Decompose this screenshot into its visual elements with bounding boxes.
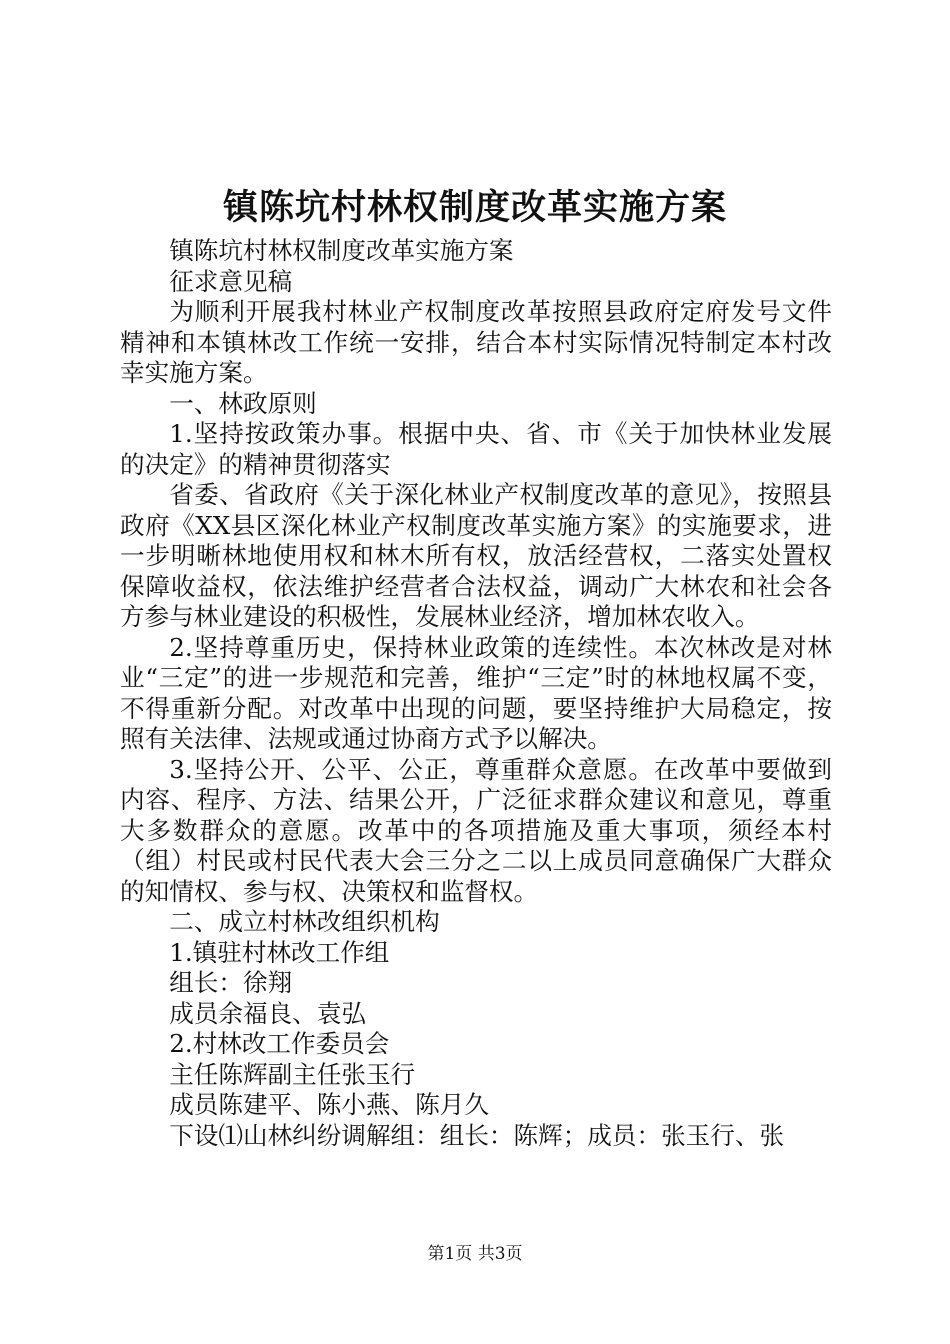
section-heading: 一、林政原则 (169, 388, 317, 418)
paragraph: 1.镇驻村林改工作组 (169, 937, 390, 967)
paragraph: 成员余福良、袁弘 (169, 998, 366, 1028)
paragraph: 主任陈辉副主任张玉行 (169, 1059, 416, 1089)
document-body (120, 236, 832, 1151)
paragraph: 下设⑴山林纠纷调解组：组长：陈辉；成员：张玉行、张 (169, 1120, 785, 1150)
paragraph: 2.坚持尊重历史，保持林业政策的连续性。本次林改是对林业“三定”的进一步规范和完善，维护“三定”时的林地权属不变，不得重新分配。对改革中出现的问题，要坚持维护大局稳定，按照有关法律、法规或通过协商方式予以解决。 (120, 632, 832, 753)
paragraph: 省委、省政府《关于深化林业产权制度改革的意见》，按照县政府《XX县区深化林业产权制度改革实施方案》的实施要求，进一步明晰林地使用权和林木所有权，放活经营权，二落实处置权保障收益权，依法维护经营者合法权益，调动广大林农和社会各方参与林业建设的积极性，发展林业经济，增加林农收入。 (120, 480, 832, 631)
paragraph: 为顺利开展我村林业产权制度改革按照县政府定府发号文件精神和本镇林改工作统一安排，结合本村实际情况特制定本村改幸实施方案。 (120, 297, 832, 387)
document-title: 镇陈坑村林权制度改革实施方案 (222, 187, 727, 228)
paragraph: 组长：徐翔 (169, 968, 293, 997)
section-heading: 二、成立村林改组织机构 (169, 907, 440, 936)
page-footer: 第1页 共3页 (427, 1244, 523, 1264)
paragraph: 征求意见稿 (169, 266, 293, 296)
paragraph: 1.坚持按政策办事。根据中央、省、市《关于加快林业发展的决定》的精神贯彻落实 (120, 419, 832, 479)
paragraph: 镇陈坑村林权制度改革实施方案 (169, 236, 514, 265)
paragraph: 2.村林改工作委员会 (169, 1029, 390, 1058)
paragraph: 3.坚持公开、公平、公正，尊重群众意愿。在改革中要做到内容、程序、方法、结果公开，广泛征求群众建议和意见，尊重大多数群众的意愿。改革中的各项措施及重大事项，须经本村（组）村民或村民代表大会三分之二以上成员同意确保广大群众的知情权、参与权、决策权和监督权。 (120, 754, 832, 906)
paragraph: 成员陈建平、陈小燕、陈月久 (169, 1090, 489, 1119)
